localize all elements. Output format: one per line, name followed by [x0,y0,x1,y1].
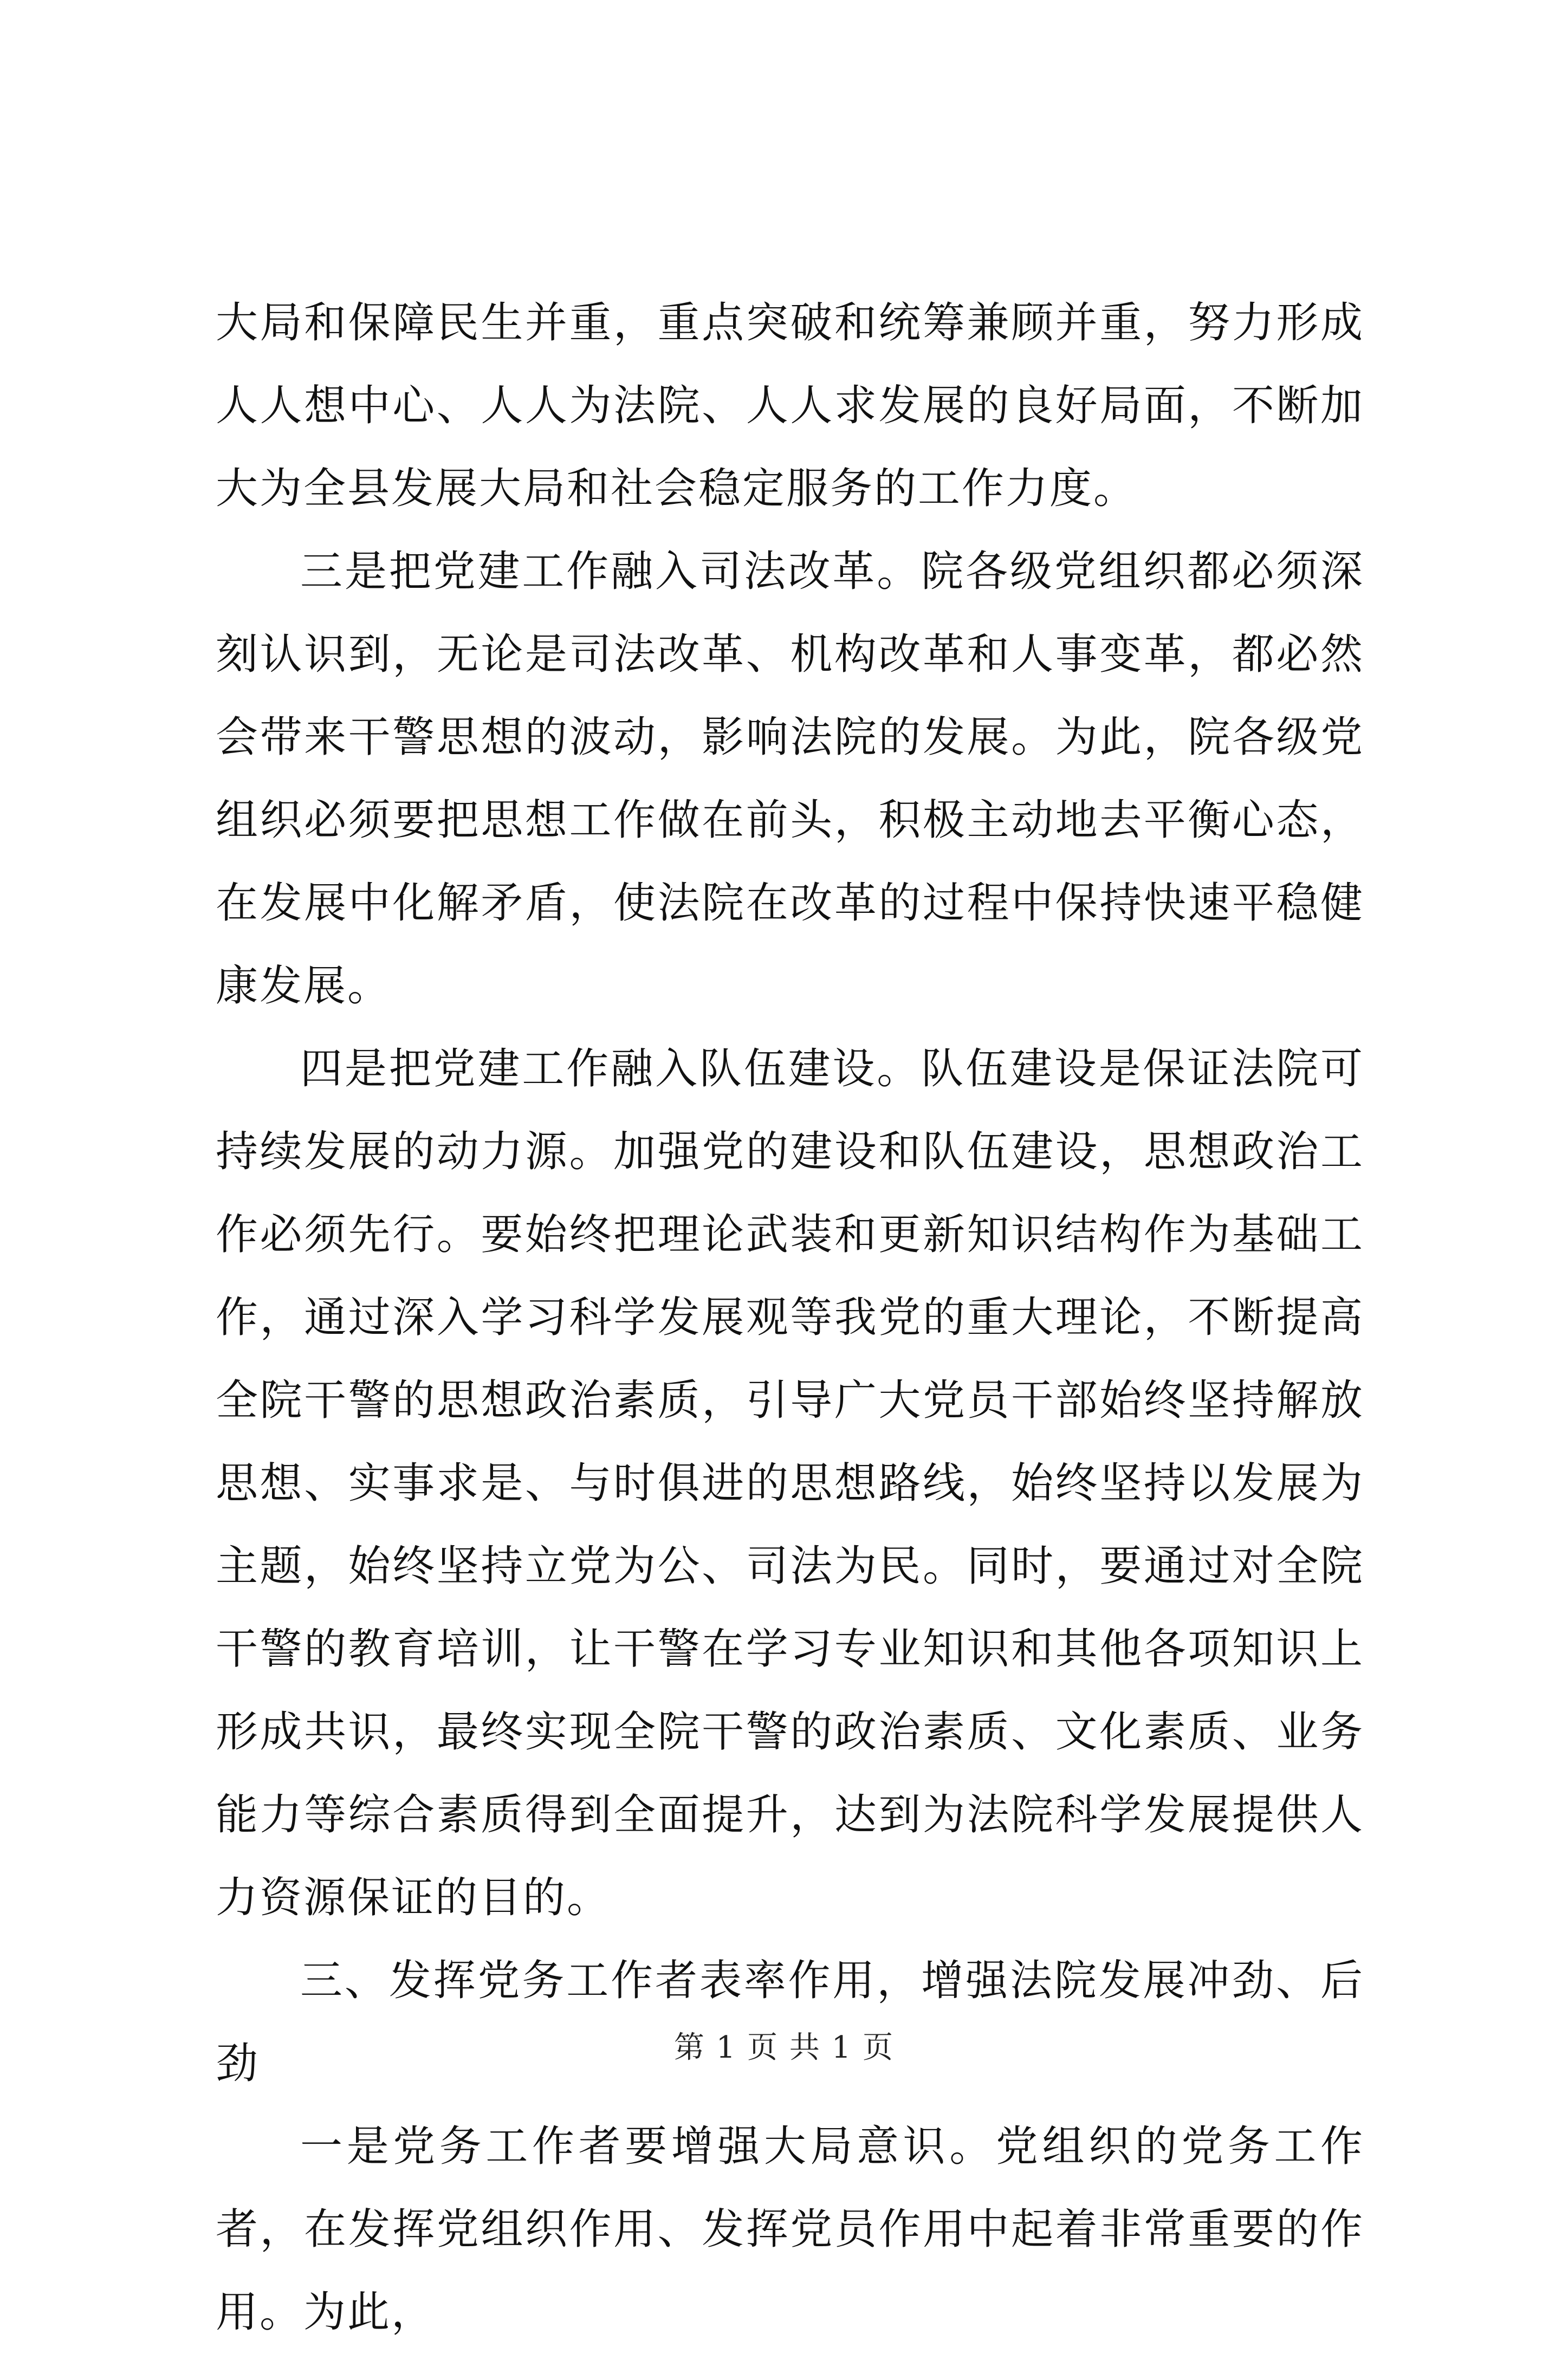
paragraph-3: 四是把党建工作融入队伍建设。队伍建设是保证法院可持续发展的动力源。加强党的建设和队伍建设，思想政治工作必须先行。要始终把理论武装和更新知识结构作为基础工作，通过深入学习科学发展观等我党的重大理论，不断提高全院干警的思想政治素质，引导广大党员干部始终坚持解放思想、实事求是、与时俱进的思想路线，始终坚持以发展为主题，始终坚持立党为公、司法为民。同时，要通过对全院干警的教育培训，让干警在学习专业知识和其他各项知识上形成共识，最终实现全院干警的政治素质、文化素质、业务能力等综合素质得到全面提升，达到为法院科学发展提供人力资源保证的目的。 [216,1045,1364,1922]
paragraph-4: 一是党务工作者要增强大局意识。党组织的党务工作者，在发挥党组织作用、发挥党员作用中起着非常重要的作用。为此， [216,2122,1364,2337]
paragraph-2: 三是把党建工作融入司法改革。院各级党组织都必须深刻认识到，无论是司法改革、机构改革和人事变革，都必然会带来干警思想的波动，影响法院的发展。为此，院各级党组织必须要把思想工作做在前头，积极主动地去平衡心态，在发展中化解矛盾，使法院在改革的过程中保持快速平稳健康发展。 [216,547,1364,1010]
paragraph-1: 大局和保障民生并重，重点突破和统筹兼顾并重，努力形成人人想中心、人人为法院、人人求发展的良好局面，不断加大为全县发展大局和社会稳定服务的工作力度。 [216,299,1364,513]
page-footer: 第 1 页 共 1 页 [673,2030,895,2065]
section-heading: 三、发挥党务工作者表率作用，增强法院发展冲劲、后劲 [216,1956,1364,2088]
